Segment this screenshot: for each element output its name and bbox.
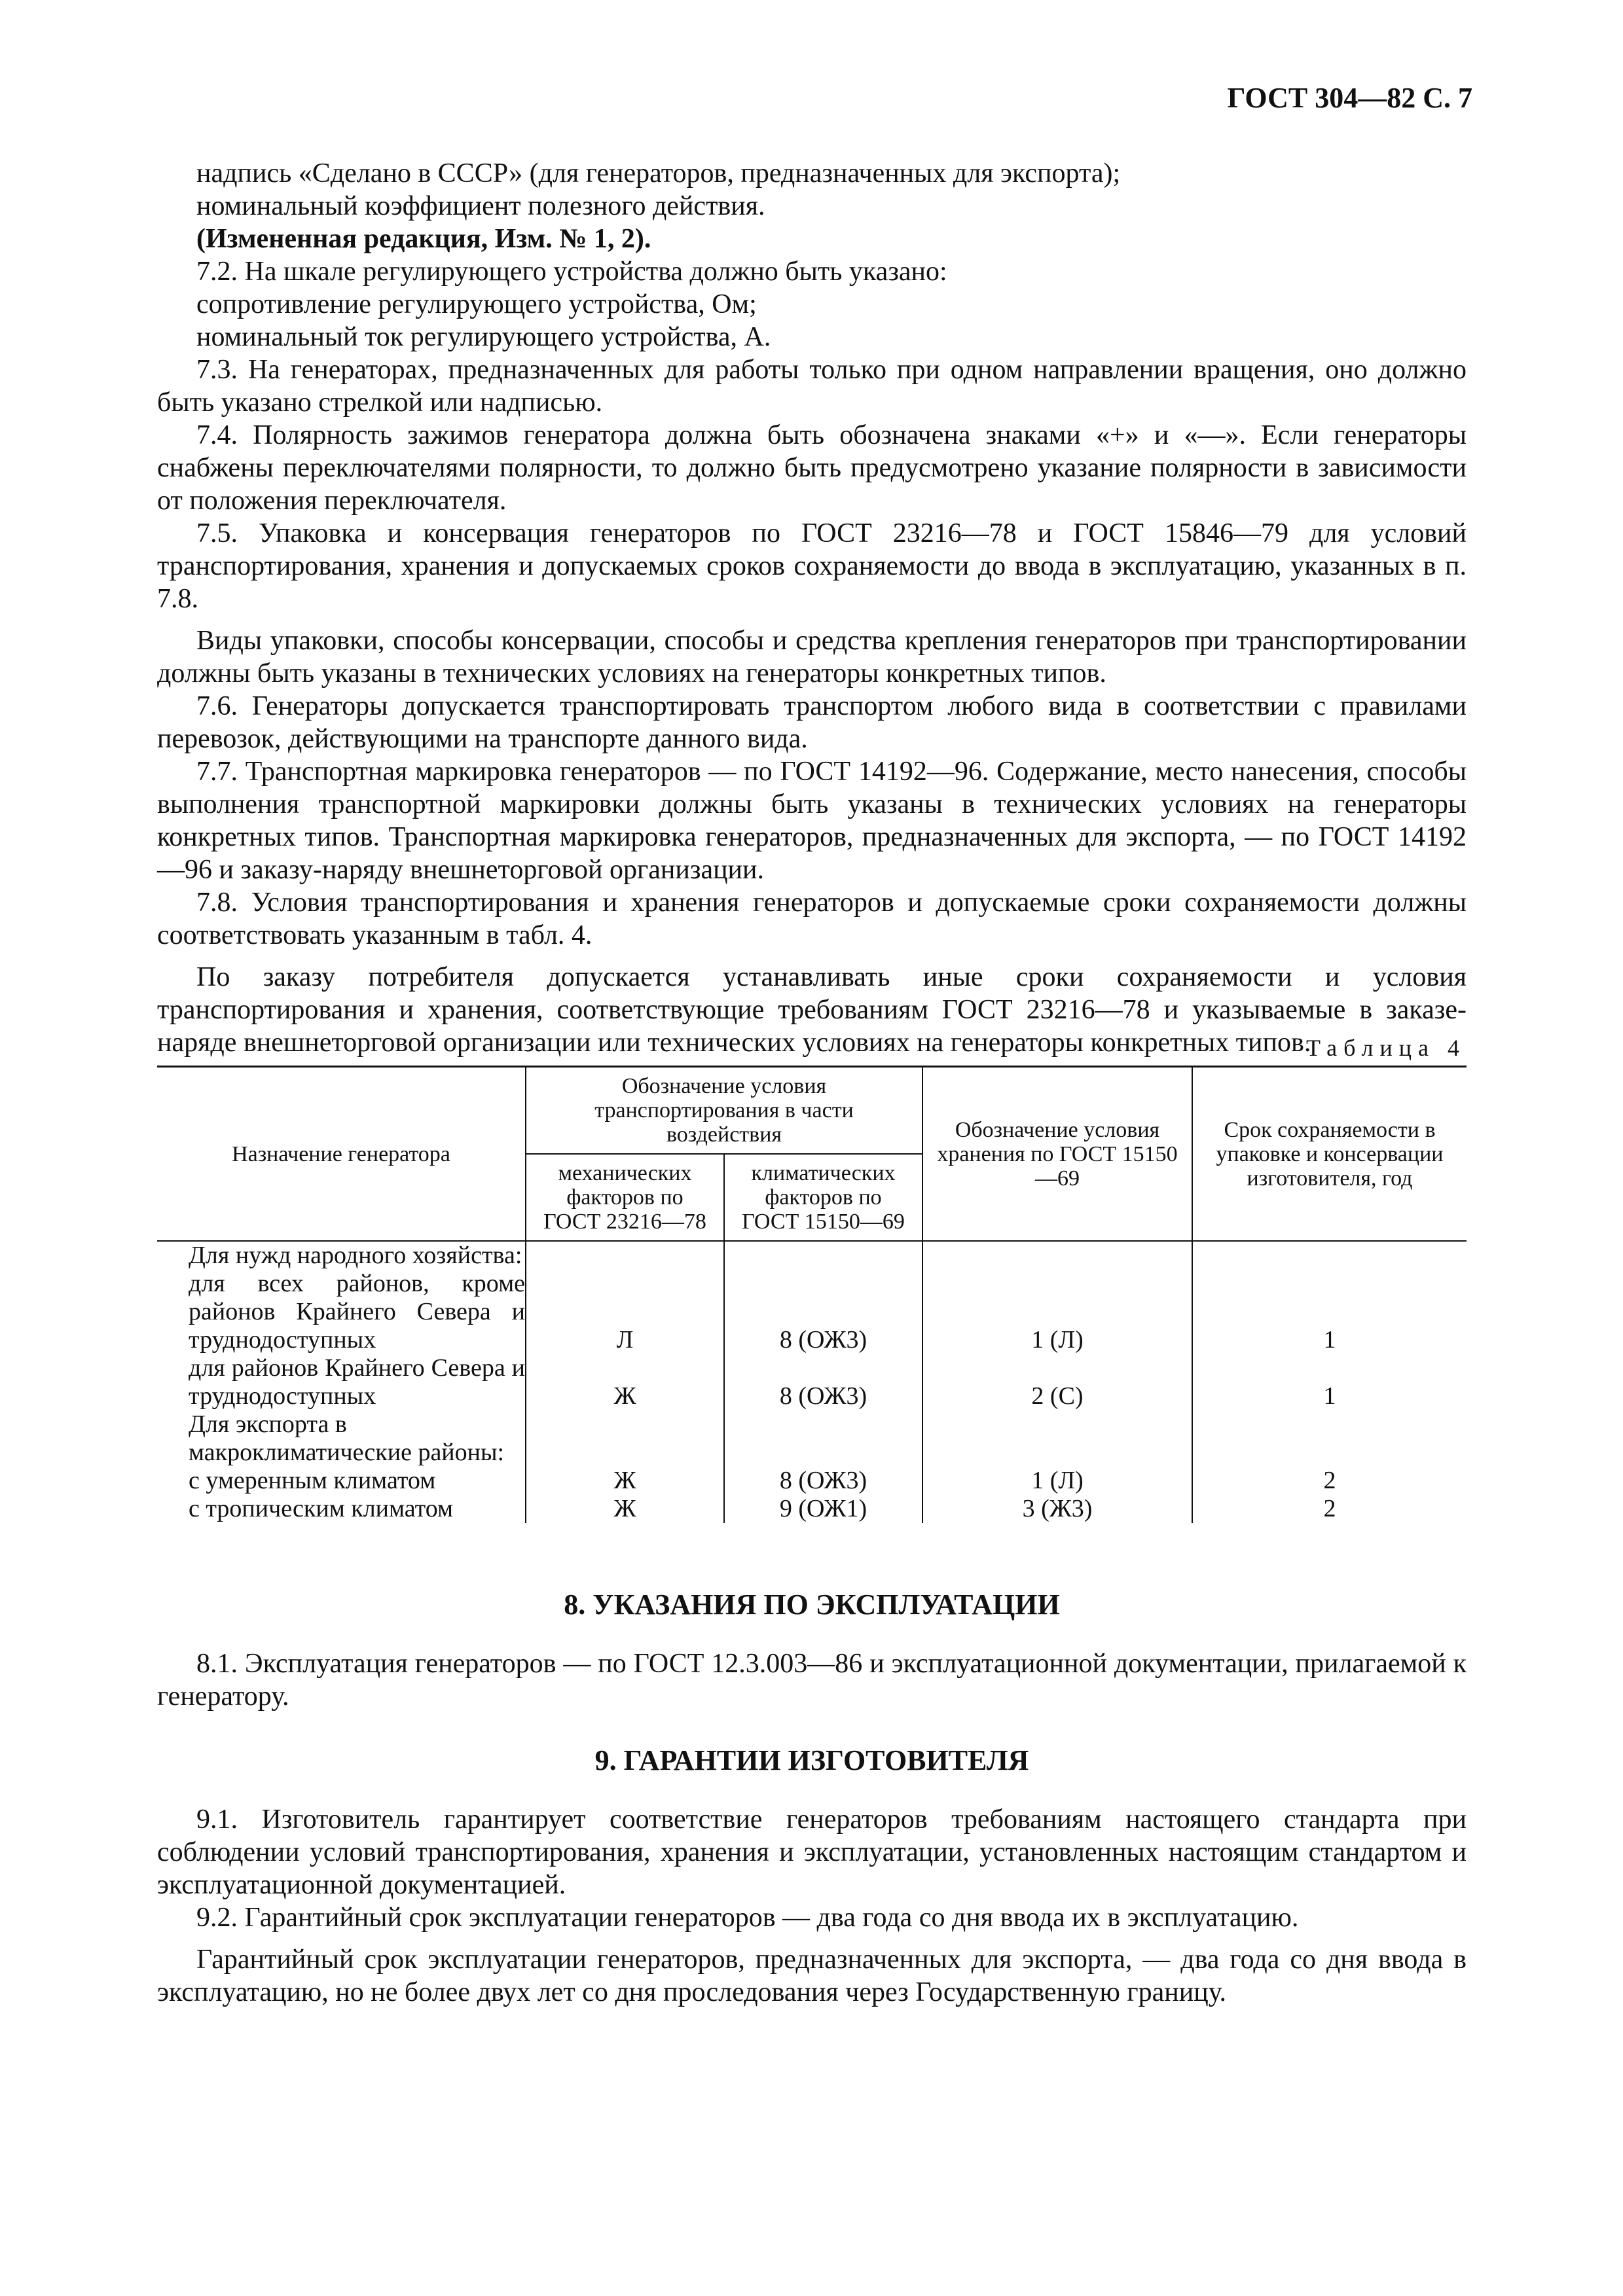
paragraph: 7.6. Генераторы допускается транспортировать транспортом любого вида в соответствии с правилами перевозок, действующими на транспорте данного вида.	[157, 691, 1467, 754]
row-purpose: для районов Крайнего Севера и труднодоступных	[189, 1354, 525, 1410]
paragraph: Виды упаковки, способы консервации, способы и средства крепления генераторов при транспортировании должны быть указаны в технических условиях на генераторы конкретных типов.	[157, 626, 1467, 689]
row-purpose: Для нужд народного хозяйства:	[189, 1242, 522, 1269]
row-shelf-life: 2	[1323, 1467, 1336, 1494]
section-8-heading: 8. УКАЗАНИЯ ПО ЭКСПЛУАТАЦИИ	[564, 1588, 1060, 1621]
table-4	[157, 1066, 1467, 1523]
revision-note: (Измененная редакция, Изм. № 1, 2).	[196, 224, 651, 254]
paragraph: номинальный ток регулирующего устройства, А.	[196, 322, 771, 352]
table-row	[157, 1410, 1467, 1467]
paragraph: сопротивление регулирующего устройства, Ом;	[196, 289, 757, 319]
row-climatic: 8 (ОЖ3)	[779, 1326, 867, 1354]
table-row	[157, 1467, 1467, 1495]
row-climatic: 9 (ОЖ1)	[779, 1495, 867, 1522]
paragraph: надпись «Сделано в СССР» (для генераторов, предназначенных для экспорта);	[196, 158, 1121, 188]
row-purpose: для всех районов, кроме районов Крайнего Севера и труднодоступных	[189, 1270, 525, 1354]
paragraph: 7.5. Упаковка и консервация генераторов по ГОСТ 23216—78 и ГОСТ 15846—79 для условий транспортирования, хранения и допускаемых сроков сохраняемости до ввода в эксплуатацию, указанных в п. 7.8.	[157, 518, 1467, 614]
row-storage: 1 (Л)	[1031, 1326, 1084, 1354]
paragraph: Гарантийный срок эксплуатации генераторов, предназначенных для экспорта, — два года со дня ввода в эксплуатацию, но не более двух лет со дня проследования через Государственную границу.	[157, 1945, 1467, 2007]
row-storage: 3 (Ж3)	[1022, 1495, 1093, 1522]
table-row	[157, 1495, 1467, 1523]
paragraph: 7.7. Транспортная маркировка генераторов — по ГОСТ 14192—96. Содержание, место нанесения, способы выполнения транспортной маркировки должны быть указаны в технических условиях на генераторы конкретных типов. Транспортная маркировка генераторов, предназначенных для экспорта, — по ГОСТ 14192—96 и заказу-наряду внешнеторговой организации.	[157, 757, 1467, 885]
header-mechanical: механических факторов по ГОСТ 23216—78	[526, 1154, 724, 1241]
section-7-text	[157, 157, 1467, 1059]
row-shelf-life: 1	[1323, 1382, 1336, 1410]
table-caption: Таблица 4	[1306, 1035, 1466, 1061]
paragraph: 9.2. Гарантийный срок эксплуатации генераторов — два года со дня ввода их в эксплуатацию.	[196, 1903, 1299, 1933]
section-8-text	[157, 1647, 1467, 1713]
row-purpose: с умеренным климатом	[189, 1467, 436, 1494]
row-mechanical: Ж	[613, 1495, 636, 1522]
running-head: ГОСТ 304—82 С. 7	[1227, 82, 1472, 114]
paragraph: По заказу потребителя допускается устанавливать иные сроки сохраняемости и условия транспортирования и хранения, соответствующие требованиям ГОСТ 23216—78 и указываемые в заказе-наряде внешнеторговой организации или технических условиях на генераторы конкретных типов.	[157, 962, 1467, 1058]
paragraph: номинальный коэффициент полезного действия.	[196, 191, 765, 221]
row-shelf-life: 2	[1323, 1495, 1336, 1522]
header-shelf-life: Срок сохраняемости в упаковке и консервации изготовителя, год	[1192, 1067, 1467, 1242]
header-purpose: Назначение генератора	[157, 1067, 526, 1242]
paragraph: 8.1. Эксплуатация генераторов — по ГОСТ 12.3.003—86 и эксплуатационной документации, прилагаемой к генератору.	[157, 1649, 1467, 1712]
paragraph: 7.3. На генераторах, предназначенных для работы только при одном направлении вращения, оно должно быть указано стрелкой или надписью.	[157, 355, 1467, 418]
section-9-heading: 9. ГАРАНТИИ ИЗГОТОВИТЕЛЯ	[594, 1744, 1029, 1776]
paragraph: 7.8. Условия транспортирования и хранения генераторов и допускаемые сроки сохраняемости должны соответствовать указанным в табл. 4.	[157, 888, 1467, 950]
header-storage: Обозначение условия хранения по ГОСТ 15150—69	[922, 1067, 1192, 1242]
paragraph: 7.2. На шкале регулирующего устройства должно быть указано:	[196, 257, 947, 287]
row-purpose: с тропическим климатом	[189, 1495, 454, 1522]
row-purpose: Для экспорта в макроклиматические районы:	[189, 1410, 505, 1466]
header-transport-group: Обозначение условия транспортирования в части воздействия	[526, 1067, 922, 1155]
row-mechanical: Ж	[613, 1382, 636, 1410]
section-9-text	[157, 1803, 1467, 2009]
row-shelf-life: 1	[1323, 1326, 1336, 1354]
row-climatic: 8 (ОЖ3)	[779, 1467, 867, 1494]
row-storage: 2 (С)	[1031, 1382, 1084, 1410]
table-row	[157, 1241, 1467, 1270]
row-mechanical: Л	[616, 1326, 634, 1354]
paragraph: 9.1. Изготовитель гарантирует соответствие генераторов требованиям настоящего стандарта при соблюдении условий транспортирования, хранения и эксплуатации, установленных настоящим стандартом и эксплуатационной документацией.	[157, 1804, 1467, 1900]
header-climatic: климатических факторов по ГОСТ 15150—69	[724, 1154, 922, 1241]
row-climatic: 8 (ОЖ3)	[779, 1382, 867, 1410]
paragraph: 7.4. Полярность зажимов генератора должна быть обозначена знаками «+» и «—». Если генераторы снабжены переключателями полярности, то должно быть предусмотрено указание полярности в зависимости от положения переключателя.	[157, 420, 1467, 516]
row-storage: 1 (Л)	[1031, 1467, 1084, 1494]
row-mechanical: Ж	[613, 1467, 636, 1494]
table-row	[157, 1270, 1467, 1354]
table-row	[157, 1354, 1467, 1410]
